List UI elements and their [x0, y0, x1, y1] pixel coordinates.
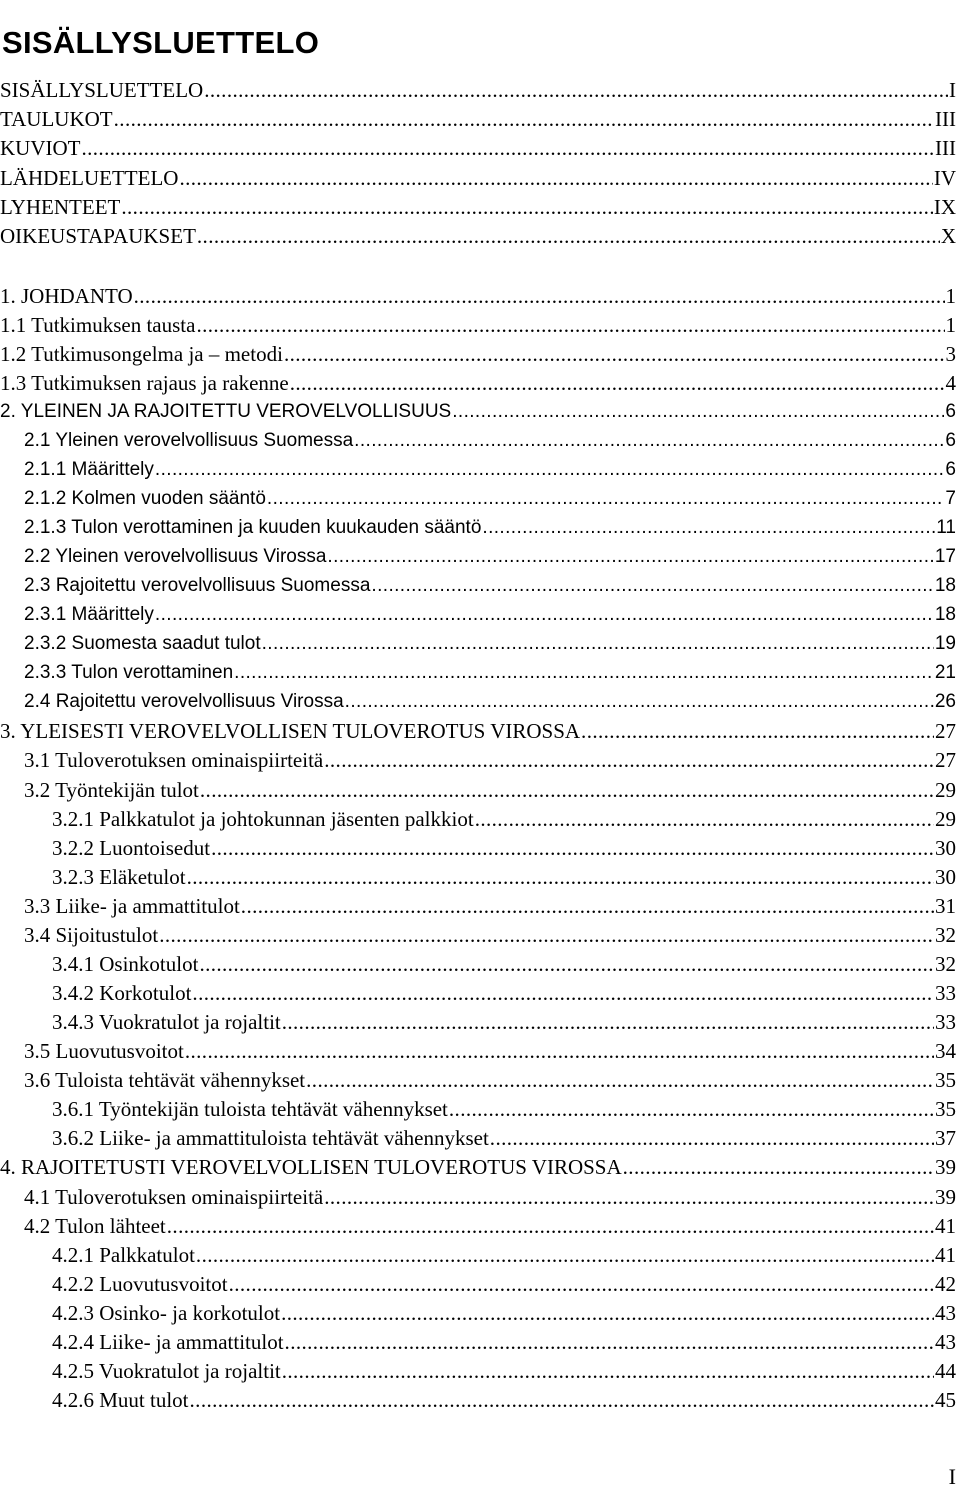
toc-entry-row[interactable] — [52, 1270, 956, 1298]
toc-entry-label: 4.2.3 Osinko- ja korkotulot — [52, 1301, 281, 1325]
toc-entry-row[interactable] — [24, 1037, 956, 1065]
dot-leader — [155, 456, 945, 484]
toc-entry-row[interactable] — [52, 1299, 956, 1327]
toc-entry-row[interactable] — [24, 630, 956, 658]
toc-entry-page-number: 26 — [934, 691, 956, 712]
toc-entry-row[interactable] — [24, 892, 956, 920]
toc-entry-label: 4. RAJOITETUSTI VEROVELVOLLISEN TULOVEROTUS VIROSSA — [0, 1155, 622, 1179]
toc-entry-label: 3.4.3 Vuokratulot ja rojaltit — [52, 1010, 281, 1034]
toc-entry-row[interactable] — [24, 776, 956, 804]
dot-leader — [121, 193, 932, 221]
dot-leader — [234, 659, 934, 687]
toc-entry-page-number: 1 — [945, 284, 956, 308]
toc-entry-label: 2.3.1 Määrittely — [24, 604, 154, 625]
dot-leader — [490, 1124, 934, 1152]
toc-entry-row[interactable] — [0, 717, 956, 745]
toc-entry-label: 2.4 Rajoitettu verovelvollisuus Virossa — [24, 691, 344, 712]
dot-leader — [267, 485, 945, 513]
toc-entry-label: 3.2.2 Luontoisedut — [52, 836, 211, 860]
toc-entry-label: 3.6.1 Työntekijän tuloista tehtävät vähennykset — [52, 1097, 448, 1121]
dot-leader — [354, 427, 944, 455]
toc-entry-label: 3.6 Tuloista tehtävät vähennykset — [24, 1068, 306, 1092]
toc-entry-row[interactable] — [24, 1212, 956, 1240]
toc-entry-row[interactable] — [0, 369, 956, 397]
front-matter-label: LYHENTEET — [0, 195, 121, 219]
front-matter-label: SISÄLLYSLUETTELO — [0, 78, 204, 102]
toc-entry-page-number: 6 — [945, 430, 956, 451]
toc-entry-label: 3.2.3 Eläketulot — [52, 865, 186, 889]
toc-entry-row[interactable] — [24, 1066, 956, 1094]
toc-entry-page-number: 29 — [935, 778, 956, 802]
toc-entry-label: 3. YLEISESTI VEROVELVOLLISEN TULOVEROTUS VIROSSA — [0, 719, 581, 743]
front-matter-page-number: X — [940, 224, 956, 248]
dot-leader — [204, 76, 948, 104]
toc-entry-label: 1. JOHDANTO — [0, 284, 133, 308]
toc-entry-label: 1.3 Tutkimuksen rajaus ja rakenne — [0, 371, 289, 395]
toc-entry-label: 4.2 Tulon lähteet — [24, 1214, 166, 1238]
toc-entry-page-number: 7 — [945, 488, 956, 509]
toc-entry-page-number: 39 — [935, 1155, 956, 1179]
toc-entry-label: 3.4 Sijoitustulot — [24, 923, 159, 947]
toc-entry-page-number: 4 — [945, 371, 956, 395]
toc-entry-label: 2.1.1 Määrittely — [24, 459, 154, 480]
toc-entry-label: 4.2.4 Liike- ja ammattitulot — [52, 1330, 284, 1354]
toc-entry-row[interactable] — [52, 979, 956, 1007]
dot-leader — [282, 1357, 934, 1385]
dot-leader — [167, 1212, 934, 1240]
toc-entry-row[interactable] — [52, 805, 956, 833]
front-matter-label: KUVIOT — [0, 136, 81, 160]
front-matter-row[interactable] — [0, 76, 956, 104]
toc-entry-page-number: 17 — [934, 546, 956, 567]
toc-entry-page-number: 41 — [935, 1214, 956, 1238]
front-matter-page-number: IV — [933, 166, 956, 190]
toc-entry-row[interactable] — [24, 659, 956, 687]
toc-entry-row[interactable] — [24, 485, 956, 513]
toc-entry-label: 2.1.3 Tulon verottaminen ja kuuden kuukauden sääntö — [24, 517, 482, 538]
toc-entry-label: 2.3.3 Tulon verottaminen — [24, 662, 234, 683]
toc-entry-page-number: 1 — [945, 313, 956, 337]
front-matter-page-number: I — [949, 78, 956, 102]
dot-leader — [200, 776, 934, 804]
toc-entry-page-number: 32 — [935, 952, 956, 976]
dot-leader — [449, 1095, 934, 1123]
toc-entry-label: 2.3.2 Suomesta saadut tulot — [24, 633, 261, 654]
toc-entry-page-number: 35 — [935, 1097, 956, 1121]
toc-entry-row[interactable] — [24, 456, 956, 484]
dot-leader — [475, 805, 934, 833]
toc-entry-row[interactable] — [52, 1241, 956, 1269]
toc-entry-page-number: 34 — [935, 1039, 956, 1063]
dot-leader — [581, 717, 934, 745]
toc-entry-page-number: 30 — [935, 836, 956, 860]
toc-entry-label: 3.1 Tuloverotuksen ominaispiirteitä — [24, 748, 324, 772]
toc-entry-row[interactable] — [24, 1183, 956, 1211]
dot-leader — [229, 1270, 934, 1298]
toc-entry-page-number: 3 — [945, 342, 956, 366]
dot-leader — [185, 1037, 934, 1065]
toc-entry-row[interactable] — [24, 921, 956, 949]
dot-leader — [241, 892, 934, 920]
front-matter-label: OIKEUSTAPAUKSET — [0, 224, 196, 248]
toc-entry-row[interactable] — [0, 1153, 956, 1181]
toc-entry-row[interactable] — [24, 543, 956, 571]
toc-entry-label: 3.4.2 Korkotulot — [52, 981, 192, 1005]
toc-entry-row[interactable] — [24, 572, 956, 600]
toc-entry-label: 1.1 Tutkimuksen tausta — [0, 313, 196, 337]
dot-leader — [324, 746, 934, 774]
toc-entry-page-number: 43 — [935, 1330, 956, 1354]
page-number: I — [948, 1464, 956, 1489]
toc-entry-page-number: 21 — [934, 662, 956, 683]
toc-entry-label: 3.4.1 Osinkotulot — [52, 952, 199, 976]
dot-leader — [284, 340, 945, 368]
dot-leader — [179, 164, 932, 192]
toc-entry-page-number: 18 — [934, 604, 956, 625]
toc-entry-label: 2.2 Yleinen verovelvollisuus Virossa — [24, 546, 327, 567]
front-matter-page-number: III — [935, 107, 956, 131]
toc-entry-row[interactable] — [24, 688, 956, 716]
dot-leader — [452, 398, 944, 426]
front-matter-page-number: III — [935, 136, 956, 160]
toc-entry-label: 2.1.2 Kolmen vuoden sääntö — [24, 488, 266, 509]
dot-leader — [282, 1008, 934, 1036]
toc-entry-row[interactable] — [52, 1357, 956, 1385]
toc-entry-row[interactable] — [0, 282, 956, 310]
toc-entry-page-number: 37 — [935, 1126, 956, 1150]
dot-leader — [371, 572, 933, 600]
toc-entry-label: 3.2 Työntekijän tulot — [24, 778, 199, 802]
dot-leader — [281, 1299, 934, 1327]
toc-entry-label: 2.3 Rajoitettu verovelvollisuus Suomessa — [24, 575, 371, 596]
toc-entry-page-number: 31 — [935, 894, 956, 918]
dot-leader — [196, 311, 944, 339]
toc-entry-page-number: 30 — [935, 865, 956, 889]
toc-entry-page-number: 6 — [945, 459, 956, 480]
dot-leader — [114, 105, 934, 133]
front-matter-row[interactable] — [0, 134, 956, 162]
toc-entry-label: 4.2.5 Vuokratulot ja rojaltit — [52, 1359, 281, 1383]
front-matter-page-number: IX — [933, 195, 956, 219]
toc-entry-page-number: 27 — [935, 748, 956, 772]
dot-leader — [482, 514, 935, 542]
toc-entry-row[interactable] — [0, 311, 956, 339]
toc-entry-row[interactable] — [52, 1386, 956, 1414]
dot-leader — [81, 134, 934, 162]
toc-entry-page-number: 43 — [935, 1301, 956, 1325]
toc-entry-page-number: 18 — [934, 575, 956, 596]
toc-entry-page-number: 29 — [935, 807, 956, 831]
dot-leader — [285, 1328, 934, 1356]
dot-leader — [327, 543, 933, 571]
dot-leader — [190, 1386, 934, 1414]
toc-entry-page-number: 27 — [935, 719, 956, 743]
toc-entry-page-number: 6 — [945, 401, 956, 422]
toc-entry-page-number: 44 — [935, 1359, 956, 1383]
dot-leader — [197, 222, 940, 250]
page-title: SISÄLLYSLUETTELO — [2, 24, 320, 60]
dot-leader — [134, 282, 945, 310]
dot-leader — [306, 1066, 934, 1094]
toc-entry-label: 3.2.1 Palkkatulot ja johtokunnan jäsenten palkkiot — [52, 807, 474, 831]
dot-leader — [199, 950, 934, 978]
toc-entry-page-number: 41 — [935, 1243, 956, 1267]
toc-entry-label: 1.2 Tutkimusongelma ja – metodi — [0, 342, 283, 366]
toc-entry-label: 2. YLEINEN JA RAJOITETTU VEROVELVOLLISUUS — [0, 401, 452, 422]
toc-entry-row[interactable] — [24, 746, 956, 774]
toc-entry-row[interactable] — [52, 950, 956, 978]
dot-leader — [290, 369, 945, 397]
toc-entry-row[interactable] — [0, 398, 956, 426]
toc-entry-row[interactable] — [52, 834, 956, 862]
toc-entry-row[interactable] — [0, 340, 956, 368]
toc-entry-page-number: 35 — [935, 1068, 956, 1092]
toc-entry-row[interactable] — [24, 601, 956, 629]
toc-entry-row[interactable] — [52, 1124, 956, 1152]
toc-entry-label: 4.2.6 Muut tulot — [52, 1388, 189, 1412]
toc-entry-row[interactable] — [24, 427, 956, 455]
dot-leader — [623, 1153, 934, 1181]
toc-entry-page-number: 39 — [935, 1185, 956, 1209]
front-matter-row[interactable] — [0, 193, 956, 221]
toc-entry-page-number: 42 — [935, 1272, 956, 1296]
dot-leader — [345, 688, 934, 716]
toc-entry-label: 4.1 Tuloverotuksen ominaispiirteitä — [24, 1185, 324, 1209]
toc-entry-label: 3.6.2 Liike- ja ammattituloista tehtävät vähennykset — [52, 1126, 489, 1150]
dot-leader — [211, 834, 934, 862]
front-matter-row[interactable] — [0, 222, 956, 250]
toc-entry-label: 2.1 Yleinen verovelvollisuus Suomessa — [24, 430, 354, 451]
dot-leader — [324, 1183, 934, 1211]
toc-entry-label: 3.3 Liike- ja ammattitulot — [24, 894, 240, 918]
toc-entry-row[interactable] — [52, 1095, 956, 1123]
dot-leader — [155, 601, 934, 629]
toc-entry-page-number: 33 — [935, 1010, 956, 1034]
toc-entry-row[interactable] — [52, 1008, 956, 1036]
toc-entry-label: 4.2.1 Palkkatulot — [52, 1243, 195, 1267]
dot-leader — [187, 863, 934, 891]
toc-entry-row[interactable] — [24, 514, 956, 542]
front-matter-label: LÄHDELUETTELO — [0, 166, 179, 190]
toc-entry-page-number: 19 — [934, 633, 956, 654]
toc-entry-row[interactable] — [52, 863, 956, 891]
toc-entry-page-number: 32 — [935, 923, 956, 947]
dot-leader — [196, 1241, 934, 1269]
toc-entry-row[interactable] — [52, 1328, 956, 1356]
toc-entry-label: 4.2.2 Luovutusvoitot — [52, 1272, 228, 1296]
toc-entry-page-number: 45 — [935, 1388, 956, 1412]
toc-entry-label: 3.5 Luovutusvoitot — [24, 1039, 184, 1063]
front-matter-row[interactable] — [0, 164, 956, 192]
front-matter-row[interactable] — [0, 105, 956, 133]
toc-entry-page-number: 11 — [936, 517, 956, 538]
dot-leader — [192, 979, 934, 1007]
front-matter-label: TAULUKOT — [0, 107, 113, 131]
dot-leader — [262, 630, 934, 658]
dot-leader — [159, 921, 934, 949]
toc-entry-page-number: 33 — [935, 981, 956, 1005]
